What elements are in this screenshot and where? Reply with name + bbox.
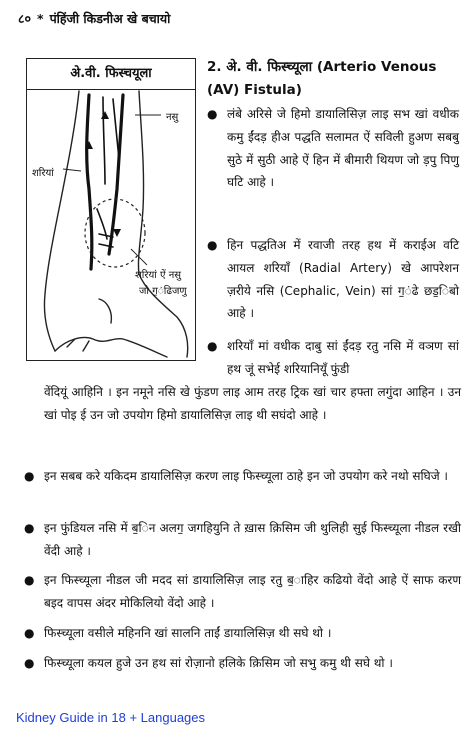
section-heading: 2. अे. वी. फिस्च्यूला (Arterio Venous (AV) Fistula) <box>207 59 437 98</box>
bullet-icon: ● <box>207 238 218 252</box>
bullet-icon: ● <box>207 339 218 353</box>
list-item-text: लंबे अरिसे जे हिमो डायालिसिज़ लाइ सभ खां वधीक कमु ईंदड़ हीअ पद्धति सलामत ऐं सविली हुअण सबबु सुठे में सुठी आहे ऐं हिन में बीमारी थियण जो ड़पु पिणु घटि आहे । <box>227 107 459 190</box>
continuation-text: वेंदियूं आहिनि । इन नमूने नसि खे फुंडण लाइ आम तरह ट्रिक खां चार हफ्ता लगुंदा आहिन । उन खां पोइ ई उन जो उपयोग हिमो डायालिसिज़ लाइ थी सघंदो आहे । <box>44 385 461 422</box>
list-item <box>207 335 459 381</box>
label-joined-line-2: जो ग॒ंढिजणु <box>139 286 187 297</box>
list-item-text: हिन पद्धतिअ में रवाजी तरह हथ में कराईअ वटि आयल शरियाँ (Radial Artery) खे आपरेशन ज़रीये नसि (Cephalic, Vein) सां ग॒ंढे छड॒िबो आहे । <box>227 238 459 321</box>
header-separator: * <box>37 11 44 26</box>
fistula-figure <box>26 58 196 361</box>
list-item <box>24 652 461 675</box>
list-item <box>207 234 459 325</box>
list-item <box>24 622 461 645</box>
bullet-icon: ● <box>24 656 35 670</box>
forearm-illustration <box>27 89 195 360</box>
list-item <box>24 517 461 563</box>
list-item <box>24 569 461 615</box>
list-item-text: इन सबब करे यकिदम डायालिसिज़ करण लाइ फिस्च्यूला ठाहे इन जो उपयोग करे नथो सघिजे । <box>44 469 448 483</box>
list-item-text: इन फिस्च्यूला नीडल जी मदद सां डायालिसिज़ लाइ रतु ब॒ाहिर कढियो वेंदो आहे ऐं साफ करण बइद वापस अंदर मोकिलियो वेंदो आहे । <box>44 573 461 610</box>
label-vein: नसु <box>166 112 179 123</box>
list-item-text: इन फुंडियल नसि में ब॒िन अलग॒ जगहियुनि ते ख़ास क़िसिम जी थुलिही सुई फिस्च्यूला नीडल रखी वेंदी आहे । <box>44 521 461 558</box>
footer-link[interactable]: Kidney Guide in 18 + Languages <box>16 710 206 725</box>
bullet-icon: ● <box>24 626 35 640</box>
list-item-text: फिस्च्यूला कयल हुजे उन हथ सां रोज़ानो हलिके क़िसिम जो सभु कमु थी सघे थो । <box>44 656 393 670</box>
list-item <box>24 465 461 488</box>
label-artery: शरियां <box>32 168 54 179</box>
figure-title: अे.वी. फिस्चयूला <box>27 59 195 90</box>
page-number: ८० <box>18 11 32 26</box>
list-item <box>207 103 459 194</box>
list-item-text: शरियाँ मां वधीक दाबु सां ईंदड़ रतु नसि में वञण सां हथ जूं सभेई शरियानियूँ फुंडी <box>227 339 459 376</box>
bullet-icon: ● <box>207 107 218 121</box>
bullet-icon: ● <box>24 469 35 483</box>
page-header <box>18 10 170 27</box>
list-item-text: फिस्च्यूला वसीले महिननि खां सालनि ताईं डायालिसिज़ थी सघे थो । <box>44 626 332 640</box>
bullet-icon: ● <box>24 521 35 535</box>
bullet-icon: ● <box>24 573 35 587</box>
page-header-title: पंहिंजी किडनीअ खे बचायो <box>49 11 171 26</box>
label-joined-line-1: शरियां ऐं नसु <box>135 270 182 281</box>
